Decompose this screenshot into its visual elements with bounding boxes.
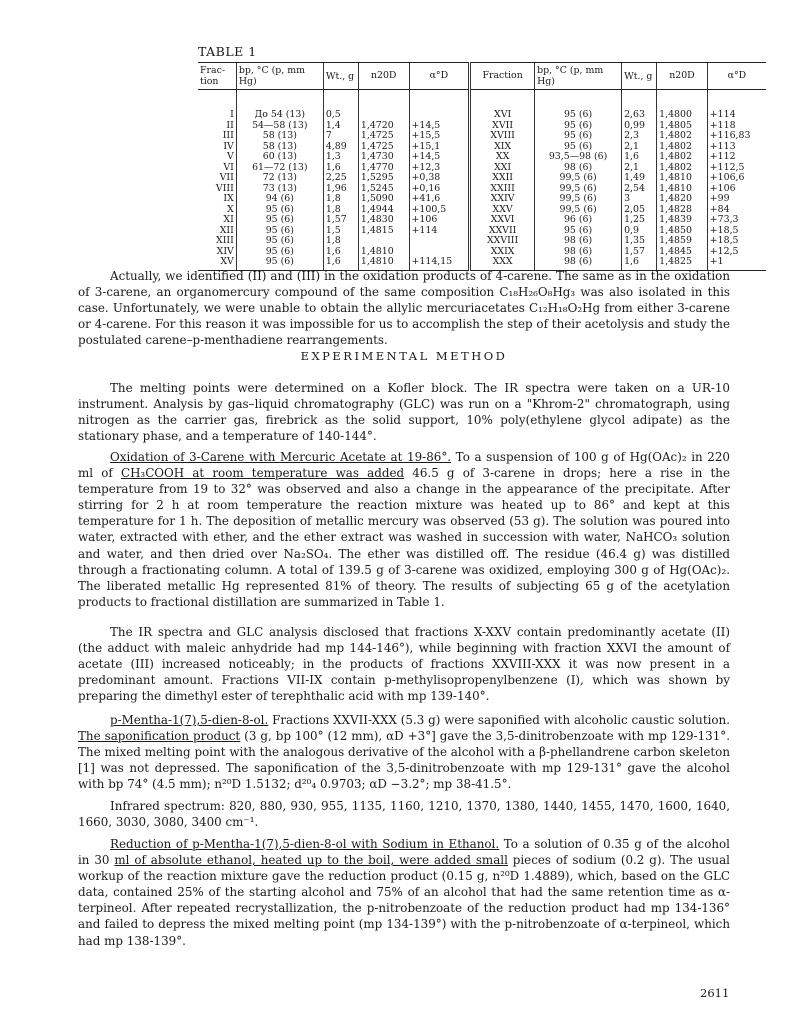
cell-fraction: I (230, 109, 234, 120)
cell-fraction-right: XXIX (470, 247, 535, 258)
cell-bp-right: 99,5 (6) (535, 184, 622, 195)
cell-wt: 1,6 (323, 247, 358, 258)
paragraph-3 (78, 449, 730, 610)
table-row (198, 215, 766, 226)
cell-wt: 1,6 (323, 163, 358, 174)
cell-bp-right: 98 (6) (535, 163, 622, 174)
cell-wt-right: 0,99 (622, 121, 657, 132)
cell-bp: 73 (13) (236, 184, 323, 195)
paragraph-5 (78, 712, 730, 792)
cell-bp: 58 (13) (236, 131, 323, 142)
cell-wt-right: 2,63 (622, 90, 657, 121)
cell-wt: 1,8 (323, 194, 358, 205)
cell-bp: 95 (6) (236, 205, 323, 216)
cell-ad-right: +1 (707, 257, 766, 270)
mentha-subtitle: p-Mentha-1(7),5-dien-8-ol. (110, 713, 269, 727)
cell-fraction-right: XVII (470, 121, 535, 132)
paragraph-methods (78, 380, 730, 444)
cell-ad (409, 90, 470, 121)
cell-nd (358, 236, 409, 247)
cell-bp: 61—72 (13) (236, 163, 323, 174)
paragraph-reduction (78, 836, 730, 949)
cell-bp-right: 96 (6) (535, 215, 622, 226)
cell-wt: 1,4 (323, 121, 358, 132)
cell-bp-right: 98 (6) (535, 247, 622, 258)
cell-nd-right: 1,4859 (657, 236, 708, 247)
cell-fraction: XII (219, 224, 234, 236)
cell-ad: +0,16 (409, 184, 470, 195)
cell-bp: 94 (6) (236, 194, 323, 205)
header-rotation-right: α°D (707, 63, 766, 90)
cell-nd-right: 1,4802 (657, 131, 708, 142)
cell-ad: +41,6 (409, 194, 470, 205)
paragraph-3-part-a: To a suspension of 100 g of Hg(OAc)₂ in 220 ml of (78, 450, 731, 481)
cell-fraction-right: XXX (470, 257, 535, 270)
cell-ad-right: +18,5 (707, 236, 766, 247)
cell-wt-right: 2,1 (622, 163, 657, 174)
cell-bp-right: 95 (6) (535, 131, 622, 142)
cell-bp: 95 (6) (236, 215, 323, 226)
cell-fraction: VI (223, 161, 234, 173)
cell-ad: +114 (409, 226, 470, 237)
cell-ad (409, 236, 470, 247)
cell-bp-right: 98 (6) (535, 236, 622, 247)
cell-fraction-right: XX (470, 152, 535, 163)
cell-fraction-right: XXVI (470, 215, 535, 226)
cell-ad: +100,5 (409, 205, 470, 216)
cell-nd-right: 1,4828 (657, 205, 708, 216)
paragraph-mentha (78, 712, 730, 792)
cell-bp-right: 93,5—98 (6) (535, 152, 622, 163)
cell-wt-right: 1,6 (622, 152, 657, 163)
cell-nd: 1,4770 (358, 163, 409, 174)
cell-nd-right: 1,4800 (657, 90, 708, 121)
header-wt: Wt., g (323, 63, 358, 90)
header-refractive-index: n20D (358, 63, 409, 90)
cell-wt: 2,25 (323, 173, 358, 184)
cell-fraction: II (226, 119, 234, 131)
cell-ad-right: +114 (707, 90, 766, 121)
paragraph-7-underlined: ml of absolute ethanol, heated up to the boil, were added small (114, 853, 508, 868)
cell-fraction-right: XXII (470, 173, 535, 184)
cell-ad-right: +73,3 (707, 215, 766, 226)
cell-fraction: XI (223, 214, 234, 225)
cell-bp-right: 98 (6) (535, 257, 622, 270)
data-table (198, 62, 766, 271)
cell-wt: 1,5 (323, 226, 358, 237)
cell-wt: 0,5 (323, 90, 358, 121)
cell-fraction-right: XVI (470, 90, 535, 121)
cell-wt: 1,96 (323, 184, 358, 195)
paragraph-4: The IR spectra and GLC analysis disclosed that fractions X-XXV contain predominantly acetate (II) (the adduct with maleic anhydride had mp 144-146°), while beginning with fraction XXVI the amount of acetate (III) increased noticeably; in the products of fractions XXVIII-XXX it was now present in a predominant amount. Fractions VII-IX contain p-methylisopropenylbenzene (I), which was shown by preparing the dimethyl ester of terephthalic acid with mp 139-140°. (78, 625, 730, 704)
header-bp-right: bp, °C (p, mm Hg) (535, 63, 622, 90)
cell-wt-right: 1,6 (622, 257, 657, 270)
cell-nd: 1,4815 (358, 226, 409, 237)
cell-nd-right: 1,4839 (657, 215, 708, 226)
header-wt-right: Wt., g (622, 63, 657, 90)
header-bp: bp, °C (p, mm Hg) (236, 63, 323, 90)
oxidation-subtitle: Oxidation of 3-Carene with Mercuric Acetate at 19-86°. (110, 450, 452, 464)
cell-nd: 1,5245 (358, 184, 409, 195)
cell-nd-right: 1,4820 (657, 194, 708, 205)
cell-fraction-right: XIX (470, 142, 535, 153)
cell-bp: 60 (13) (236, 152, 323, 163)
cell-nd-right: 1,4802 (657, 152, 708, 163)
cell-nd-right: 1,4810 (657, 173, 708, 184)
table-row (198, 236, 766, 247)
cell-nd-right: 1,4810 (657, 184, 708, 195)
cell-bp-right: 95 (6) (535, 142, 622, 153)
cell-ad: +15,1 (409, 142, 470, 153)
header-rotation: α°D (409, 63, 470, 90)
cell-bp: 72 (13) (236, 173, 323, 184)
table-row (198, 152, 766, 163)
cell-wt: 1,3 (323, 152, 358, 163)
cell-ad-right: +106 (707, 184, 766, 195)
cell-fraction: IX (223, 193, 234, 204)
cell-ad-right: +18,5 (707, 226, 766, 237)
cell-nd: 1,5295 (358, 173, 409, 184)
cell-wt-right: 2,05 (622, 205, 657, 216)
cell-bp-right: 95 (6) (535, 90, 622, 121)
cell-wt: 7 (323, 131, 358, 142)
cell-nd-right: 1,4850 (657, 226, 708, 237)
table-row (198, 90, 766, 121)
paragraph-ir-analysis (78, 624, 730, 704)
cell-ad: +15,5 (409, 131, 470, 142)
paragraph-3-underlined: CH₃COOH at room temperature was added (120, 466, 405, 481)
cell-ad-right: +113 (707, 142, 766, 153)
table-body (198, 90, 766, 271)
cell-fraction-right: XXVIII (470, 236, 535, 247)
cell-bp-right: 95 (6) (535, 121, 622, 132)
header-fraction: Frac-tion (198, 63, 236, 90)
cell-nd (358, 90, 409, 121)
table-title: TABLE 1 (198, 44, 257, 59)
cell-nd: 1,4810 (358, 257, 409, 270)
cell-wt-right: 2,1 (622, 142, 657, 153)
cell-nd-right: 1,4845 (657, 247, 708, 258)
paragraph-5-underlined: The saponification product (78, 729, 241, 744)
cell-ad: +12,3 (409, 163, 470, 174)
cell-wt-right: 2,54 (622, 184, 657, 195)
cell-fraction: III (222, 130, 234, 141)
cell-fraction-right: XXI (470, 163, 535, 174)
cell-fraction: XV (198, 257, 236, 270)
cell-ad: +14,5 (409, 152, 470, 163)
cell-nd: 1,4725 (358, 131, 409, 142)
table-row (198, 131, 766, 142)
cell-nd-right: 1,4825 (657, 257, 708, 270)
table-header-row (198, 63, 766, 90)
cell-ad: +106 (409, 215, 470, 226)
section-heading: EXPERIMENTAL METHOD (300, 349, 508, 363)
cell-ad-right: +112,5 (707, 163, 766, 174)
cell-fraction: IV (223, 140, 234, 152)
cell-bp-right: 99,5 (6) (535, 173, 622, 184)
cell-bp: 54—58 (13) (236, 121, 323, 132)
cell-bp-right: 95 (6) (535, 226, 622, 237)
table-row (198, 173, 766, 184)
paragraph-7-part-b: pieces of sodium (0.2 g). The usual workup of the reaction mixture gave the reduction product (0.15 g, n²⁰D 1.4889), which, based on the GLC data, contained 25% of the starting alcohol and 75% of an alcohol that had the same retention time as α-terpineol. After repeated recrystallization, the p-nitrobenzoate of the reduction product had mp 134-136° and failed to depress the mixed melting point (mp 134-139°) with the p-nitrobenzoate of α-terpineol, which had mp 138-139°. (78, 853, 730, 948)
cell-ad: +14,5 (409, 121, 470, 132)
cell-fraction: XIII (216, 235, 234, 246)
paragraph-3-part-b: 46.5 g of 3-carene in drops; here a rise in the temperature from 19 to 32° was observed and also a change in the appearance of the precipitate. After stirring for 2 h at room temperature the reaction mixture was heated up to 86° and kept at this temperature for 1 h. The deposition of metallic mercury was observed (53 g). The solution was poured into water, extracted with ether, and the ether extract was washed in succession with water, NaHCO₃ solution and water, and then dried over Na₂SO₄. The ether was distilled off. The residue (46.4 g) was distilled through a fractionating column. A total of 139.5 g of 3-carene was oxidized, employing 300 g of Hg(OAc)₂. The liberated metallic Hg represented 81% of theory. The results of subjecting 65 g of the acetylation products to fractional distillation are summarized in Table 1. (78, 466, 730, 609)
cell-nd: 1,5090 (358, 194, 409, 205)
header-refractive-index-right: n20D (657, 63, 708, 90)
cell-ad-right: +112 (707, 152, 766, 163)
cell-nd: 1,4725 (358, 142, 409, 153)
cell-wt: 1,8 (323, 236, 358, 247)
cell-ad-right: +99 (707, 194, 766, 205)
paragraph-oxidation (78, 449, 730, 610)
cell-nd: 1,4810 (358, 247, 409, 258)
cell-wt-right: 3 (622, 194, 657, 205)
paragraph-infrared (78, 798, 730, 830)
page-number: 2611 (700, 986, 730, 1000)
cell-wt-right: 1,57 (622, 247, 657, 258)
cell-ad: +0,38 (409, 173, 470, 184)
paragraph-7 (78, 836, 730, 949)
cell-fraction: VIII (215, 182, 234, 194)
cell-bp-right: 99,5 (6) (535, 205, 622, 216)
cell-fraction-right: XXIII (470, 184, 535, 195)
cell-ad-right: +106,6 (707, 173, 766, 184)
cell-fraction: XIV (216, 245, 234, 257)
cell-bp-right: 99,5 (6) (535, 194, 622, 205)
paragraph-intro (78, 268, 730, 348)
cell-fraction-right: XVIII (470, 131, 535, 142)
cell-nd-right: 1,4805 (657, 121, 708, 132)
cell-ad-right: +12,5 (707, 247, 766, 258)
table-row (198, 194, 766, 205)
cell-nd: 1,4944 (358, 205, 409, 216)
paragraph-6: Infrared spectrum: 820, 880, 930, 955, 1135, 1160, 1210, 1370, 1380, 1440, 1455, 1470, 1600, 1640, 1660, 3030, 3080, 3400 cm⁻¹. (78, 799, 730, 830)
cell-bp: 95 (6) (236, 226, 323, 237)
cell-fraction-right: XXIV (470, 194, 535, 205)
paragraph-2: The melting points were determined on a Kofler block. The IR spectra were taken on a UR-10 instrument. Analysis by gas–liquid chromatography (GLC) was run on a "Khrom-2" chromatograph, using nitrogen as the carrier gas, firebrick as the solid support, 10% poly(ethylene glycol adipate) as the stationary phase, and a temperature of 140-144°. (78, 381, 730, 444)
cell-ad: +114,15 (409, 257, 470, 270)
cell-nd: 1,4830 (358, 215, 409, 226)
cell-fraction-right: XXV (470, 205, 535, 216)
cell-ad-right: +116,83 (707, 131, 766, 142)
cell-bp: 58 (13) (236, 142, 323, 153)
cell-fraction-right: XXVII (470, 226, 535, 237)
reduction-subtitle: Reduction of p-Mentha-1(7),5-dien-8-ol with Sodium in Ethanol. (110, 837, 500, 851)
cell-ad-right: +84 (707, 205, 766, 216)
paragraph-5-part-b: (3 g, bp 100° (12 mm), αD +3°] gave the 3,5-dinitrobenzoate with mp 129-131°. The mixed melting point with the analogous derivative of the alcohol with a β-phellandrene carbon skeleton [1] was not depressed. The saponification of the 3,5-dinitrobenzoate with mp 129-131° gave the alcohol with bp 74° (4.5 mm); n²⁰D 1.5132; d²⁰₄ 0.9703; αD −3.2°; mp 38-41.5°. (78, 729, 730, 792)
cell-nd: 1,4730 (358, 152, 409, 163)
cell-wt: 1,6 (323, 257, 358, 270)
cell-wt-right: 1,35 (622, 236, 657, 247)
header-fraction-right: Fraction (470, 63, 535, 90)
cell-wt-right: 0,9 (622, 226, 657, 237)
paragraph-1: Actually, we identified (II) and (III) in the oxidation products of 4-carene. The same as in the oxidation of 3-carene, an organomercury compound of the same composition C₁₈H₂₆O₈Hg₃ was also isolated in this case. Unfortunately, we were unable to obtain the allylic mercuriacetates C₁₂H₁₈O₂Hg from either 3-carene or 4-carene. For this reason it was impossible for us to accomplish the step of their acetolysis and study the postulated carene–p-menthadiene rearrangements. (78, 269, 730, 348)
cell-wt-right: 2,3 (622, 131, 657, 142)
cell-wt-right: 1,25 (622, 215, 657, 226)
cell-wt: 4,89 (323, 142, 358, 153)
cell-bp: 95 (6) (236, 247, 323, 258)
cell-bp: 95 (6) (236, 257, 323, 270)
paragraph-7-part-a: To a solution of 0.35 g of the alcohol in 30 (78, 837, 730, 868)
paragraph-5-part-a: Fractions XXVII-XXX (5.3 g) were saponified with alcoholic caustic solution. (268, 713, 730, 727)
cell-wt-right: 1,49 (622, 173, 657, 184)
cell-fraction: V (227, 151, 234, 162)
cell-nd-right: 1,4802 (657, 142, 708, 153)
cell-bp: До 54 (13) (236, 90, 323, 121)
cell-nd: 1,4720 (358, 121, 409, 132)
cell-ad-right: +118 (707, 121, 766, 132)
cell-fraction: VII (219, 172, 234, 183)
cell-bp: 95 (6) (236, 236, 323, 247)
cell-wt: 1,57 (323, 215, 358, 226)
cell-nd-right: 1,4802 (657, 163, 708, 174)
cell-fraction: X (227, 203, 234, 215)
cell-wt: 1,8 (323, 205, 358, 216)
